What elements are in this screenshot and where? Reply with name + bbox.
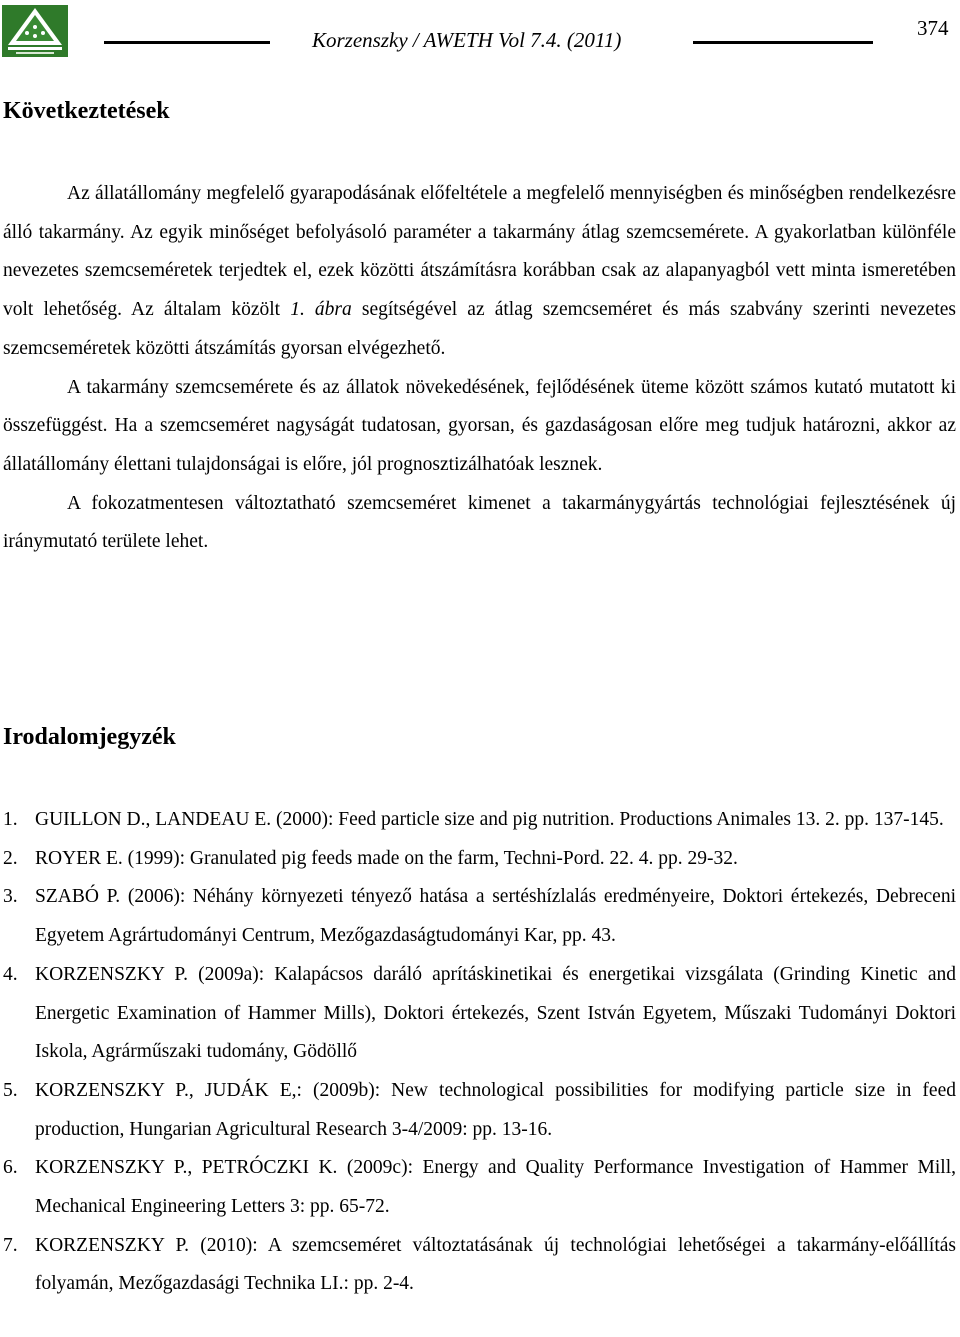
reference-item [3, 956, 956, 1072]
reference-item [3, 801, 956, 840]
reference-text: KORZENSZKY P., PETRÓCZKI K. (2009c): Energy and Quality Performance Investigation of Hammer Mill, Mechanical Engineering Letters 3: pp. 65-72. [35, 1157, 956, 1218]
header-rule-right [693, 41, 873, 44]
header-rule-left [104, 41, 270, 44]
conclusions-body [3, 175, 956, 562]
reference-number: 4. [3, 963, 18, 985]
reference-text: KORZENSZKY P. (2009a): Kalapácsos daráló aprításkinetikai és energetikai vizsgálata (Grinding Kinetic and Energetic Examination of Hammer Mills), Doktori értekezés, Szent István Egyetem, Műszaki Tudományi Doktori Iskola, Agrárműszaki tudomány, Gödöllő [35, 963, 956, 1063]
reference-text: KORZENSZKY P. (2010): A szemcseméret változtatásának új technológiai lehetőségei a takarmány-előállítás folyamán, Mezőgazdasági Technika LI.: pp. 2-4. [35, 1234, 956, 1295]
conclusions-paragraph [3, 369, 956, 485]
reference-item [3, 1227, 956, 1304]
journal-title: Korzenszky / AWETH Vol 7.4. (2011) [312, 28, 622, 52]
aweth-logo-icon [2, 5, 68, 57]
paragraph-text: Az állatállomány megfelelő gyarapodásának előfeltétele a megfelelő mennyiségben és minőségben rendelkezésre álló takarmány. Az egyik minőséget befolyásoló paraméter a takarmány átlag szemcsemérete. A gyakorlatban különféle nevezetes szemcseméretek terjedtek el, ezek közötti átszámításra korábban csak az alapanyagból vett minta ismeretében volt lehetőség. Az általam közölt [3, 183, 956, 321]
reference-text: KORZENSZKY P., JUDÁK E,: (2009b): New technological possibilities for modifying particle size in feed production, Hungarian Agricultural Research 3-4/2009: pp. 13-16. [35, 1079, 956, 1140]
reference-item [3, 878, 956, 955]
figure-reference: 1. ábra [290, 299, 352, 321]
reference-item [3, 1149, 956, 1226]
reference-number: 2. [3, 847, 18, 869]
conclusions-paragraph [3, 485, 956, 562]
reference-text: GUILLON D., LANDEAU E. (2000): Feed particle size and pig nutrition. Productions Animales 13. 2. pp. 137-145. [35, 809, 944, 830]
references-heading: Irodalomjegyzék [3, 724, 176, 750]
reference-number: 7. [3, 1234, 18, 1256]
reference-text: ROYER E. (1999): Granulated pig feeds made on the farm, Techni-Pord. 22. 4. pp. 29-32. [35, 847, 738, 869]
reference-number: 6. [3, 1157, 18, 1179]
reference-number: 3. [3, 886, 18, 908]
reference-list [3, 801, 956, 1304]
reference-number: 1. [3, 809, 18, 830]
conclusions-paragraph [3, 175, 956, 369]
paragraph-text: A takarmány szemcsemérete és az állatok növekedésének, fejlődésének üteme között számos kutató mutatott ki összefüggést. Ha a szemcseméret nagyságát tudatosan, gyorsan, és gazdaságosan előre meg tudjuk határozni, akkor az állatállomány élettani tulajdonságai is előre, jól prognosztizálhatóak lesznek. [3, 376, 956, 475]
reference-number: 5. [3, 1079, 18, 1101]
page-header [0, 0, 960, 70]
reference-text: SZABÓ P. (2006): Néhány környezeti tényező hatása a sertéshízlalás eredményeire, Doktori értekezés, Debreceni Egyetem Agrártudományi Centrum, Mezőgazdaságtudományi Kar, pp. 43. [35, 886, 956, 947]
page-number: 374 [917, 16, 949, 40]
reference-item [3, 840, 956, 879]
conclusions-heading: Következtetések [3, 98, 170, 124]
paragraph-text: A fokozatmentesen változtatható szemcseméret kimenet a takarmánygyártás technológiai fejlesztésének új iránymutató területe lehet. [3, 492, 956, 553]
paragraph-text: segítségével az átlag szemcseméret és más szabvány szerinti nevezetes szemcseméretek közötti átszámítás gyorsan elvégezhető. [3, 299, 956, 359]
reference-item [3, 1072, 956, 1149]
